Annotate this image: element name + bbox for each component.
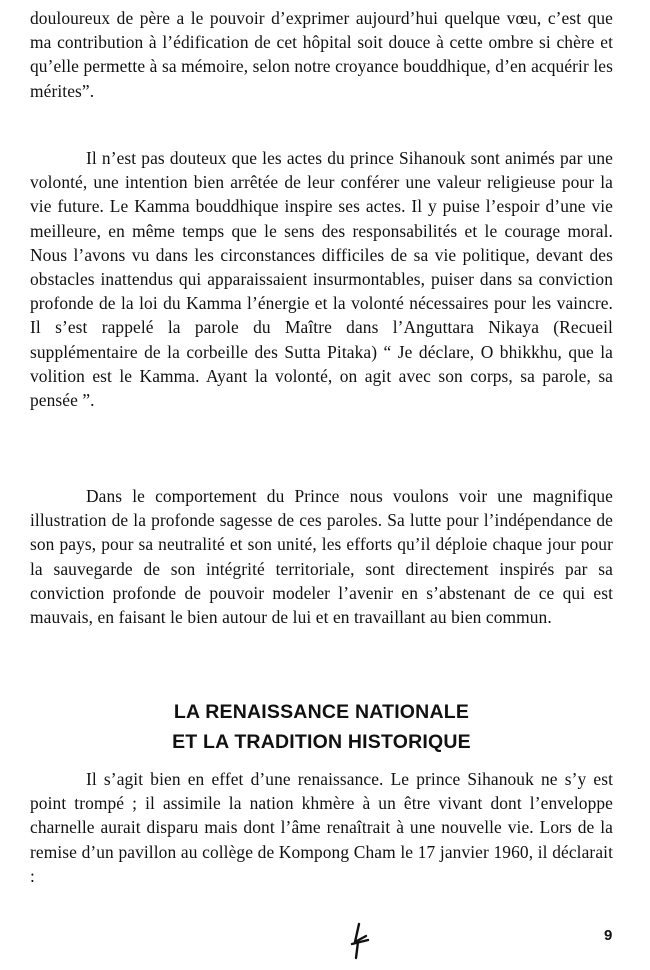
page-number: 9	[604, 927, 613, 944]
section-heading-line-1: LA RENAISSANCE NATIONALE	[173, 701, 470, 723]
paragraph-3: Dans le comportement du Prince nous voulons voir une magnifique illustration de la profonde sagesse de ces paroles. Sa lutte pour l’indépendance de son pays, pour sa neutralité et son unité, les efforts qu’il déploie chaque jour pour la sauvegarde de son intégrité territoriale, sont directement inspirés par sa conviction profonde de pouvoir modeler l’avenir en s’abstenant de ce qui est mauvais, en faisant le bien autour de lui et en travaillant au bien commun.	[30, 486, 613, 628]
paragraph-2: Il n’est pas douteux que les actes du prince Sihanouk sont animés par une volonté, une intention bien arrêtée de leur conférer une valeur religieuse pour la vie future. Le Kamma bouddhique inspire ses actes. Il y puise l’espoir d’une vie meilleure, en même temps que le sens des responsabilités et le courage moral. Nous l’avons vu dans les circonstances difficiles de sa vie politique, devant des obstacles inattendus qui apparaissaient insurmontables, puiser dans sa conviction profonde de la loi du Kamma l’énergie et la volonté nécessaires pour les vaincre. Il s’est rappelé la parole du Maître dans l’Anguttara Nikaya (Recueil supplémentaire de la corbeille des Sutta Pitaka) “ Je déclare, O bhikkhu, que la volition est le Kamma. Ayant la volonté, on agit avec son corps, sa parole, sa pensée ”.	[30, 148, 613, 411]
signature-mark-icon	[346, 922, 370, 960]
paragraph-4: Il s’agit bien en effet d’une renaissance. Le prince Sihanouk ne s’y est point trompé ; il assimile la nation khmère à un être vivant dont l’enveloppe charnelle aurait disparu mais dont l’âme renaîtrait à une nouvelle vie. Lors de la remise d’un pavillon au collège de Kompong Cham le 17 janvier 1960, il déclarait :	[30, 769, 613, 886]
section-heading-line-2: ET LA TRADITION HISTORIQUE	[172, 731, 471, 753]
paragraph-1: douloureux de père a le pouvoir d’exprimer aujourd’hui quelque vœu, c’est que ma contribution à l’édification de cet hôpital soit douce à cette ombre si chère et qu’elle permette à sa mémoire, selon notre croyance bouddhique, d’en acquérir les mérites”.	[30, 8, 613, 101]
